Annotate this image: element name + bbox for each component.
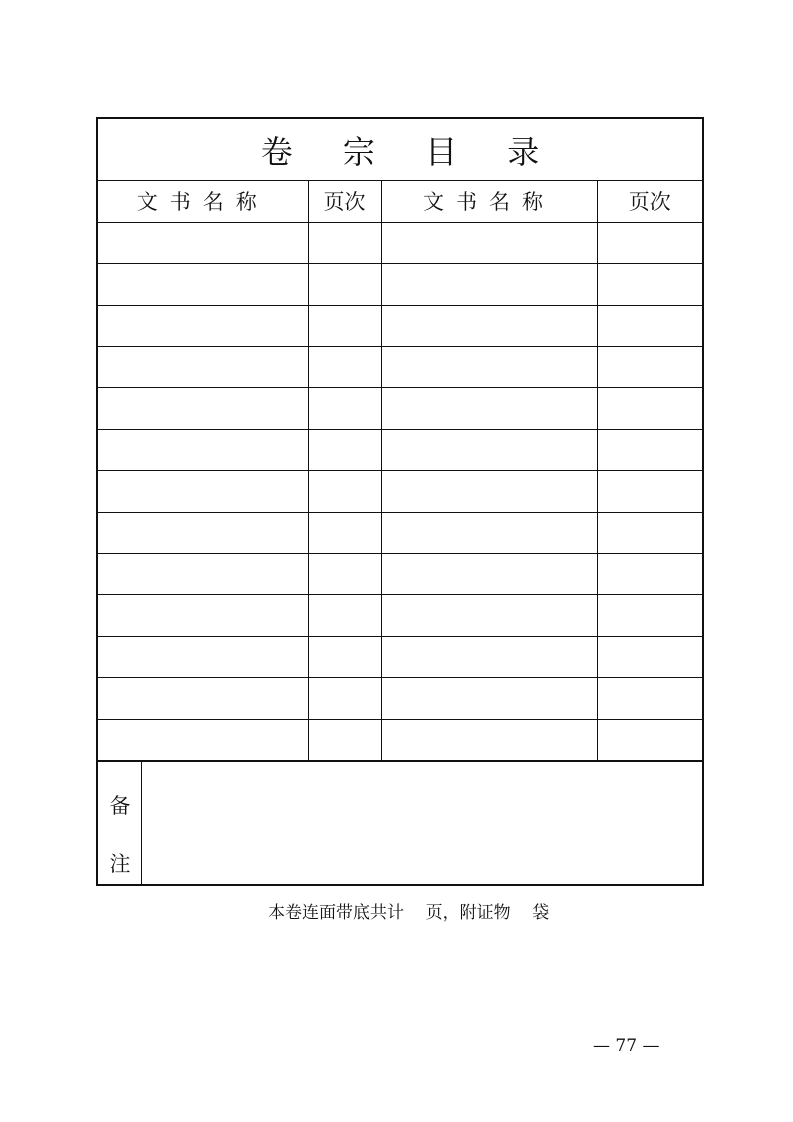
page-cell[interactable] bbox=[308, 719, 381, 760]
table-row bbox=[98, 512, 702, 553]
table-row bbox=[98, 347, 702, 388]
page-cell-2[interactable] bbox=[597, 719, 702, 760]
table-row bbox=[98, 305, 702, 346]
title-row bbox=[98, 119, 702, 181]
document-name-cell-2[interactable] bbox=[381, 347, 597, 388]
remarks-label-char-1: 备 bbox=[109, 794, 131, 818]
document-name-cell[interactable] bbox=[98, 388, 308, 429]
document-name-cell-2[interactable] bbox=[381, 305, 597, 346]
page-number: — 77 — bbox=[593, 1036, 660, 1056]
document-name-cell[interactable] bbox=[98, 512, 308, 553]
document-name-cell[interactable] bbox=[98, 305, 308, 346]
document-name-cell-2[interactable] bbox=[381, 388, 597, 429]
document-name-cell[interactable] bbox=[98, 347, 308, 388]
table-row bbox=[98, 554, 702, 595]
document-name-cell-2[interactable] bbox=[381, 554, 597, 595]
table-body bbox=[98, 222, 702, 760]
table-row bbox=[98, 264, 702, 305]
page-cell-2[interactable] bbox=[597, 388, 702, 429]
page-cell-2[interactable] bbox=[597, 264, 702, 305]
page-cell-2[interactable] bbox=[597, 222, 702, 263]
remarks-label-char-2: 注 bbox=[109, 852, 131, 876]
page-cell-2[interactable] bbox=[597, 305, 702, 346]
page-cell[interactable] bbox=[308, 264, 381, 305]
document-name-cell-2[interactable] bbox=[381, 471, 597, 512]
page-cell[interactable] bbox=[308, 678, 381, 719]
table-row bbox=[98, 636, 702, 677]
page-cell[interactable] bbox=[308, 636, 381, 677]
page-cell[interactable] bbox=[308, 471, 381, 512]
page-cell-2[interactable] bbox=[597, 636, 702, 677]
remarks-section bbox=[98, 761, 702, 884]
page-cell[interactable] bbox=[308, 512, 381, 553]
document-name-cell[interactable] bbox=[98, 429, 308, 470]
document-name-cell[interactable] bbox=[98, 264, 308, 305]
form-title: 卷 宗 目 录 bbox=[260, 132, 560, 171]
table-row bbox=[98, 595, 702, 636]
page-cell-2[interactable] bbox=[597, 429, 702, 470]
document-name-cell[interactable] bbox=[98, 636, 308, 677]
page-cell[interactable] bbox=[308, 388, 381, 429]
page-cell-2[interactable] bbox=[597, 595, 702, 636]
table-row bbox=[98, 222, 702, 263]
page-cell[interactable] bbox=[308, 222, 381, 263]
document-name-cell[interactable] bbox=[98, 595, 308, 636]
document-name-cell[interactable] bbox=[98, 554, 308, 595]
page-cell-2[interactable] bbox=[597, 678, 702, 719]
document-name-cell-2[interactable] bbox=[381, 636, 597, 677]
table-row bbox=[98, 678, 702, 719]
table-row bbox=[98, 719, 702, 760]
page-cell[interactable] bbox=[308, 305, 381, 346]
remarks-field[interactable] bbox=[142, 762, 702, 884]
footer-note: 本卷连面带底共计 页，附证物 袋 bbox=[268, 903, 550, 923]
page-cell[interactable] bbox=[308, 595, 381, 636]
document-name-cell-2[interactable] bbox=[381, 595, 597, 636]
page-cell-2[interactable] bbox=[597, 512, 702, 553]
page-cell[interactable] bbox=[308, 429, 381, 470]
column-header-page: 页次 bbox=[308, 181, 381, 222]
document-name-cell[interactable] bbox=[98, 719, 308, 760]
catalog-table bbox=[98, 181, 702, 761]
document-name-cell-2[interactable] bbox=[381, 222, 597, 263]
table-row bbox=[98, 471, 702, 512]
column-header-document-name: 文书名称 bbox=[98, 181, 308, 222]
document-name-cell-2[interactable] bbox=[381, 264, 597, 305]
catalog-form bbox=[96, 117, 704, 886]
table-row bbox=[98, 429, 702, 470]
document-name-cell-2[interactable] bbox=[381, 678, 597, 719]
page-cell[interactable] bbox=[308, 554, 381, 595]
page-cell[interactable] bbox=[308, 347, 381, 388]
column-header-page-2: 页次 bbox=[597, 181, 702, 222]
document-name-cell[interactable] bbox=[98, 222, 308, 263]
table-header-row bbox=[98, 181, 702, 222]
table-row bbox=[98, 388, 702, 429]
column-header-document-name-2: 文书名称 bbox=[381, 181, 597, 222]
document-name-cell[interactable] bbox=[98, 678, 308, 719]
page-cell-2[interactable] bbox=[597, 347, 702, 388]
document-name-cell-2[interactable] bbox=[381, 512, 597, 553]
page-cell-2[interactable] bbox=[597, 471, 702, 512]
document-name-cell-2[interactable] bbox=[381, 429, 597, 470]
document-name-cell[interactable] bbox=[98, 471, 308, 512]
document-name-cell-2[interactable] bbox=[381, 719, 597, 760]
remarks-label bbox=[98, 762, 142, 884]
page-cell-2[interactable] bbox=[597, 554, 702, 595]
